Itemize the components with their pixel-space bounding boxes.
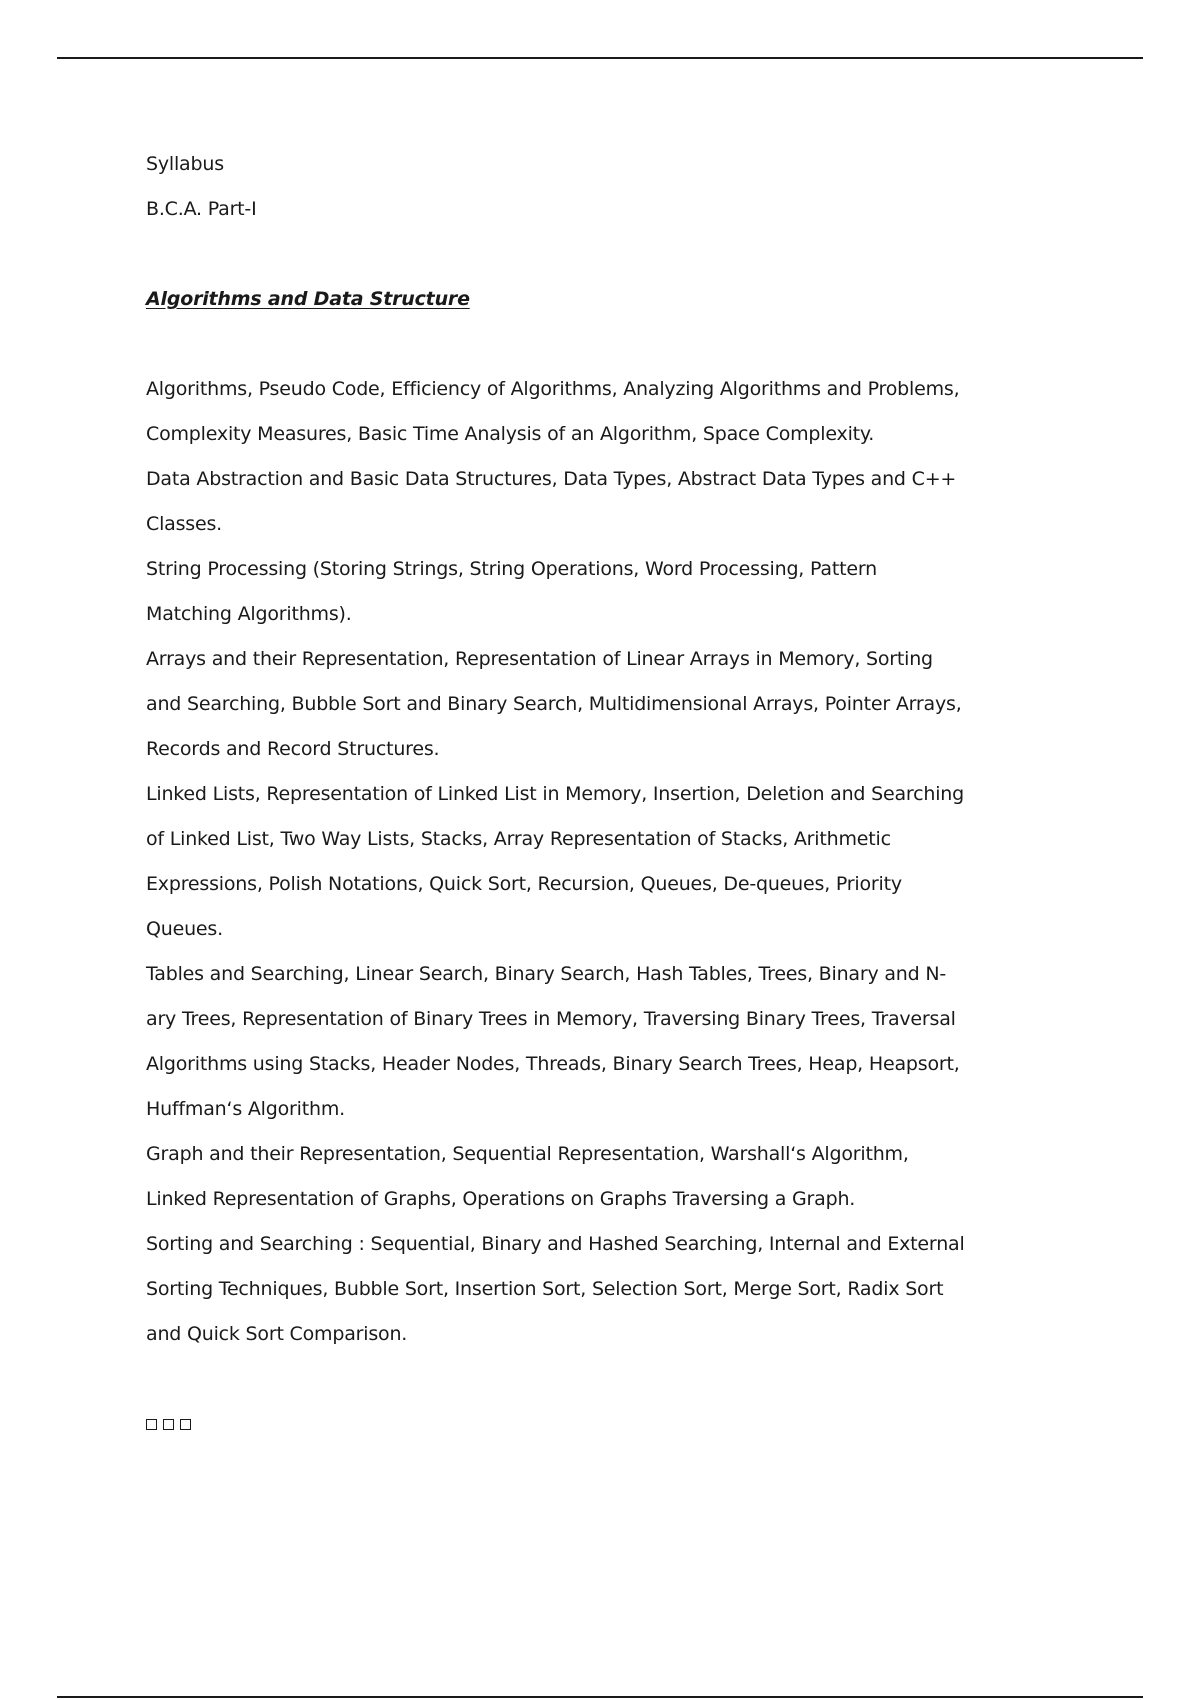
topic-paragraph: Sorting and Searching : Sequential, Binary and Hashed Searching, Internal and External Sorting Techniques, Bubble Sort, Insertion Sort, Selection Sort, Merge Sort, Radix Sort and Quick Sort Comparison.: [146, 1233, 965, 1345]
topic-paragraph: String Processing (Storing Strings, String Operations, Word Processing, Pattern Matching Algorithms).: [146, 558, 877, 625]
document-body: [146, 142, 966, 1447]
spacer: [146, 232, 966, 277]
topic-paragraph: Data Abstraction and Basic Data Structures, Data Types, Abstract Data Types and C++ Classes.: [146, 468, 957, 535]
topic-paragraph: Arrays and their Representation, Representation of Linear Arrays in Memory, Sorting and Searching, Bubble Sort and Binary Search, Multidimensional Arrays, Pointer Arrays, Records and Record Structures.: [146, 648, 962, 760]
square-mark-icon: [180, 1419, 191, 1430]
topic-list: [146, 367, 966, 1357]
top-rule: [57, 57, 1143, 59]
square-mark-icon: [146, 1419, 157, 1430]
topic-paragraph: Tables and Searching, Linear Search, Binary Search, Hash Tables, Trees, Binary and N-ary Trees, Representation of Binary Trees in Memory, Traversing Binary Trees, Traversal Algorithms using Stacks, Header Nodes, Threads, Binary Search Trees, Heap, Heapsort, Huffman‘s Algorithm.: [146, 963, 960, 1120]
topic-paragraph: Algorithms, Pseudo Code, Efficiency of Algorithms, Analyzing Algorithms and Problems, Complexity Measures, Basic Time Analysis of an Algorithm, Space Complexity.: [146, 378, 960, 445]
subject-title: Algorithms and Data Structure: [146, 288, 470, 310]
spacer: [146, 322, 966, 367]
end-of-section-marks: [146, 1402, 966, 1447]
square-mark-icon: [163, 1419, 174, 1430]
bottom-rule: [57, 1696, 1143, 1698]
topic-paragraph: Graph and their Representation, Sequential Representation, Warshall‘s Algorithm, Linked Representation of Graphs, Operations on Graphs Traversing a Graph.: [146, 1143, 909, 1210]
course-label: B.C.A. Part-I: [146, 198, 257, 220]
topic-paragraph: Linked Lists, Representation of Linked List in Memory, Insertion, Deletion and Searching of Linked List, Two Way Lists, Stacks, Array Representation of Stacks, Arithmetic Expressions, Polish Notations, Quick Sort, Recursion, Queues, De-queues, Priority Queues.: [146, 783, 964, 940]
syllabus-label: Syllabus: [146, 153, 224, 175]
